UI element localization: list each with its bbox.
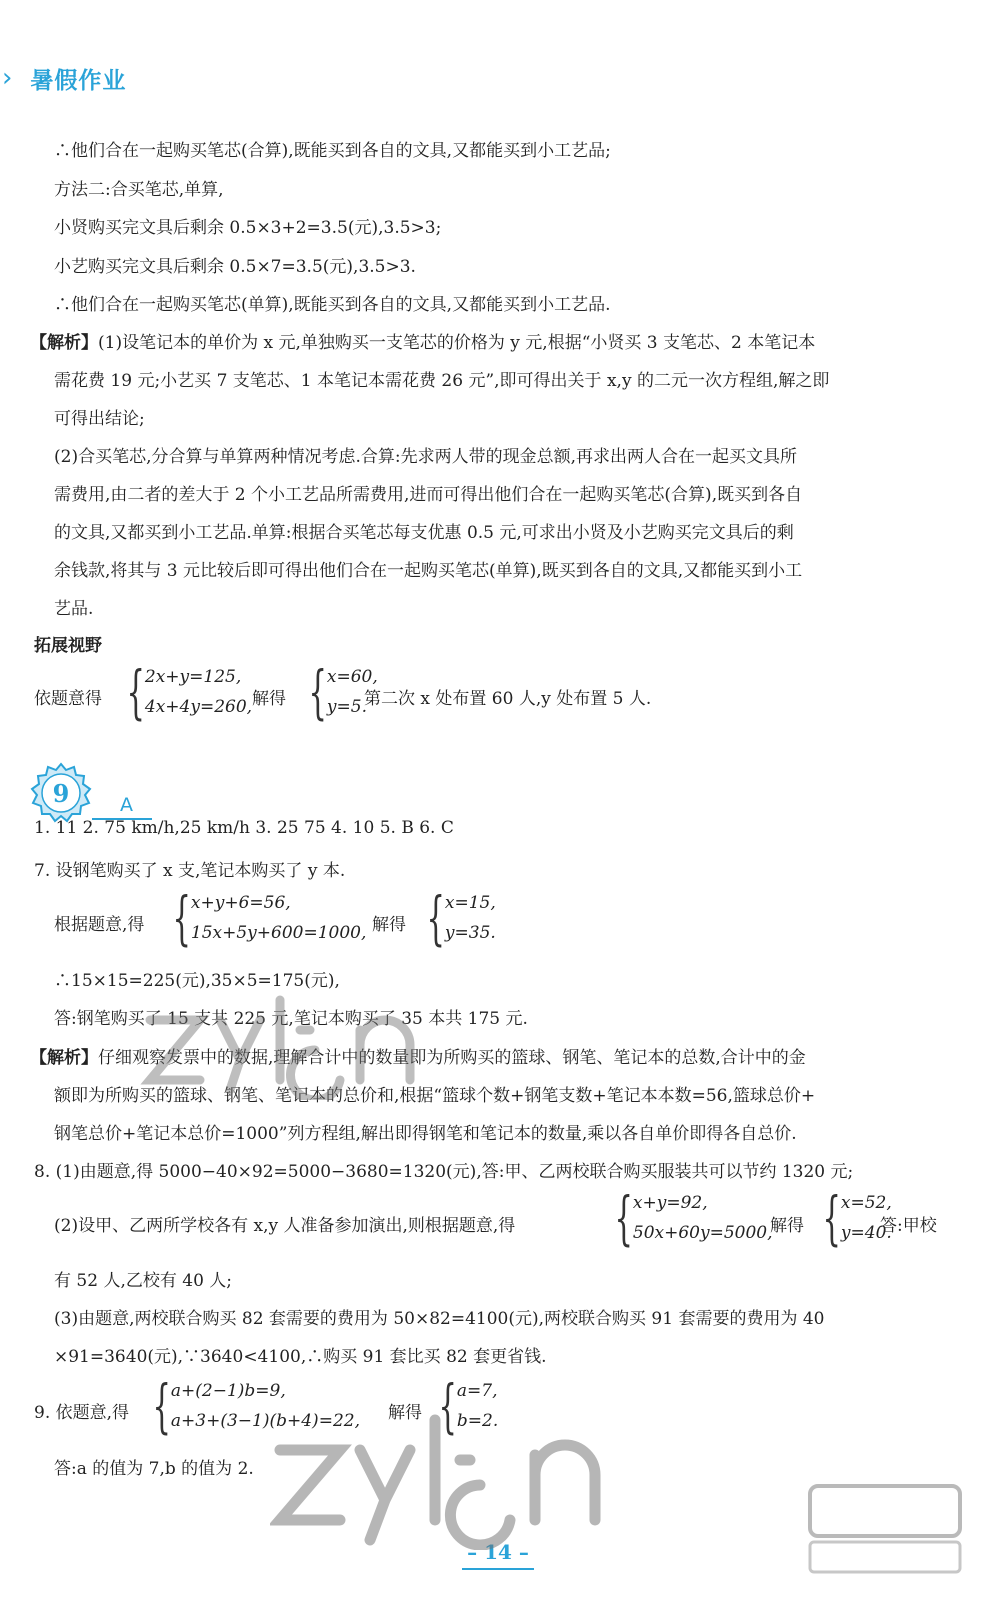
equation: x+y=92, (632, 1193, 708, 1213)
analysis-tag: 【解析】 (30, 333, 98, 353)
subsection-label: A (120, 794, 133, 816)
brace-icon: { (614, 1184, 633, 1252)
equation: b=2. (456, 1411, 499, 1431)
expand-conclusion: 第二次 x 处布置 60 人,y 处布置 5 人. (364, 689, 652, 709)
solve-label: 解得 (388, 1403, 422, 1423)
q7-setup: 7. 设钢笔购买了 x 支,笔记本购买了 y 本. (34, 861, 346, 881)
equation-system (108, 658, 253, 726)
text-line: 艺品. (54, 599, 94, 619)
equation: a+(2−1)b=9, (170, 1381, 286, 1401)
q7-answer: 答:钢笔购买了 15 支共 225 元,笔记本购买了 35 本共 175 元. (54, 1009, 528, 1029)
text-line: 方法二:合买笔芯,单算, (54, 180, 224, 200)
text-line: 小艺购买完文具后剩余 0.5×7=3.5(元),3.5>3. (54, 257, 416, 277)
equation-system (154, 884, 367, 952)
text-line: ∴他们合在一起购买笔芯(单算),既能买到各自的文具,又都能买到小工艺品. (54, 295, 611, 315)
text-line: 小贤购买完文具后剩余 0.5×3+2=3.5(元),3.5>3; (54, 218, 442, 238)
equation: x=60, (326, 667, 378, 687)
text-line: 仔细观察发票中的数据,理解合计中的数量即为所购买的篮球、钢笔、笔记本的总数,合计中的金 (98, 1048, 806, 1068)
q9-answer: 答:a 的值为 7,b 的值为 2. (54, 1459, 254, 1479)
text-line: (1)设笔记本的单价为 x 元,单独购买一支笔芯的价格为 y 元,根据“小贤买 3 支笔芯、2 本笔记本 (98, 333, 816, 353)
expand-lead: 依题意得 (34, 689, 102, 709)
brace-icon: { (152, 1372, 171, 1440)
text-line: 可得出结论; (54, 409, 145, 429)
equation: y=40. (840, 1223, 892, 1243)
brace-icon: { (438, 1372, 457, 1440)
text-line: 的文具,又都买到小工艺品.单算:根据合买笔芯每支优惠 0.5 元,可求出小贤及小艺购买完文具后的剩 (54, 523, 794, 543)
text-line: 需费用,由二者的差大于 2 个小工艺品所需费用,进而可得出他们合在一起购买笔芯(合算),既买到各自 (54, 485, 803, 505)
analysis-tag: 【解析】 (30, 1048, 98, 1068)
brace-icon: { (172, 884, 191, 952)
brace-icon: { (426, 884, 445, 952)
short-answers: 1. 11 2. 75 km/h,25 km/h 3. 25 75 4. 10 5. B 6. C (34, 818, 454, 838)
page-header (0, 58, 126, 98)
equation: y=35. (444, 923, 496, 943)
equation: y=5. (326, 697, 367, 717)
solve-label: 解得 (372, 915, 406, 935)
equation: a=7, (456, 1381, 498, 1401)
chevron-right-icon: › (2, 63, 13, 93)
solution-system (804, 1184, 892, 1252)
text-line: 需花费 19 元;小艺买 7 支笔芯、1 本笔记本需花费 26 元”,即可得出关于 x,y 的二元一次方程组,解之即 (54, 371, 830, 391)
equation-system (596, 1184, 773, 1252)
q8-answer-end: 有 52 人,乙校有 40 人; (54, 1271, 233, 1291)
equation: x=15, (444, 893, 496, 913)
equation: a+3+(3−1)(b+4)=22, (170, 1411, 360, 1431)
page-title: 暑假作业 (30, 67, 127, 94)
equation: x+y+6=56, (190, 893, 291, 913)
q8-answer-start: 答:甲校 (880, 1216, 937, 1236)
solution-system (420, 1372, 499, 1440)
watermark-stamp (800, 1480, 970, 1580)
section-heading-expand: 拓展视野 (34, 636, 102, 656)
text-line: 余钱款,将其与 3 元比较后即可得出他们合在一起购买笔芯(单算),既买到各自的文具,又都能买到小工 (54, 561, 803, 581)
solution-system (408, 884, 496, 952)
page-number: – 14 – (467, 1540, 529, 1564)
q8-part1: 8. (1)由题意,得 5000−40×92=5000−3680=1320(元),答:甲、乙两校联合购买服装共可以节约 1320 元; (34, 1162, 854, 1182)
text-line: ∴他们合在一起购买笔芯(合算),既能买到各自的文具,又都能买到小工艺品; (54, 141, 611, 161)
equation: 2x+y=125, (144, 667, 242, 687)
q9-lead: 9. 依题意,得 (34, 1403, 130, 1423)
q7-calc: ∴15×15=225(元),35×5=175(元), (54, 971, 340, 991)
q8-lead: (2)设甲、乙两所学校各有 x,y 人准备参加演出,则根据题意,得 (54, 1216, 516, 1236)
brace-icon: { (822, 1184, 841, 1252)
equation: 50x+60y=5000, (632, 1223, 773, 1243)
equation: 15x+5y+600=1000, (190, 923, 367, 943)
equation-system (134, 1372, 360, 1440)
text-line: (2)合买笔芯,分合算与单算两种情况考虑.合算:先求两人带的现金总额,再求出两人合在一起买文具所 (54, 447, 798, 467)
section-number: 9 (52, 779, 70, 808)
equation: x=52, (840, 1193, 892, 1213)
q8-part3: (3)由题意,两校联合购买 82 套需要的费用为 50×82=4100(元),两校联合购买 91 套需要的费用为 40 (54, 1309, 825, 1329)
brace-icon: { (308, 658, 327, 726)
page-number-underline (462, 1568, 534, 1570)
q8-part3-cont: ×91=3640(元),∵3640<4100,∴购买 91 套比买 82 套更省钱. (54, 1347, 547, 1367)
section-number-badge (30, 762, 92, 824)
text-line: 额即为所购买的篮球、钢笔、笔记本的总价和,根据“篮球个数+钢笔支数+笔记本本数=56,篮球总价+ (54, 1086, 816, 1106)
solve-label: 解得 (252, 689, 286, 709)
brace-icon: { (126, 658, 145, 726)
text-line: 钢笔总价+笔记本总价=1000”列方程组,解出即得钢笔和笔记本的数量,乘以各自单价即得各自总价. (54, 1124, 797, 1144)
q7-lead: 根据题意,得 (54, 915, 145, 935)
solve-label: 解得 (770, 1216, 804, 1236)
equation: 4x+4y=260, (144, 697, 253, 717)
